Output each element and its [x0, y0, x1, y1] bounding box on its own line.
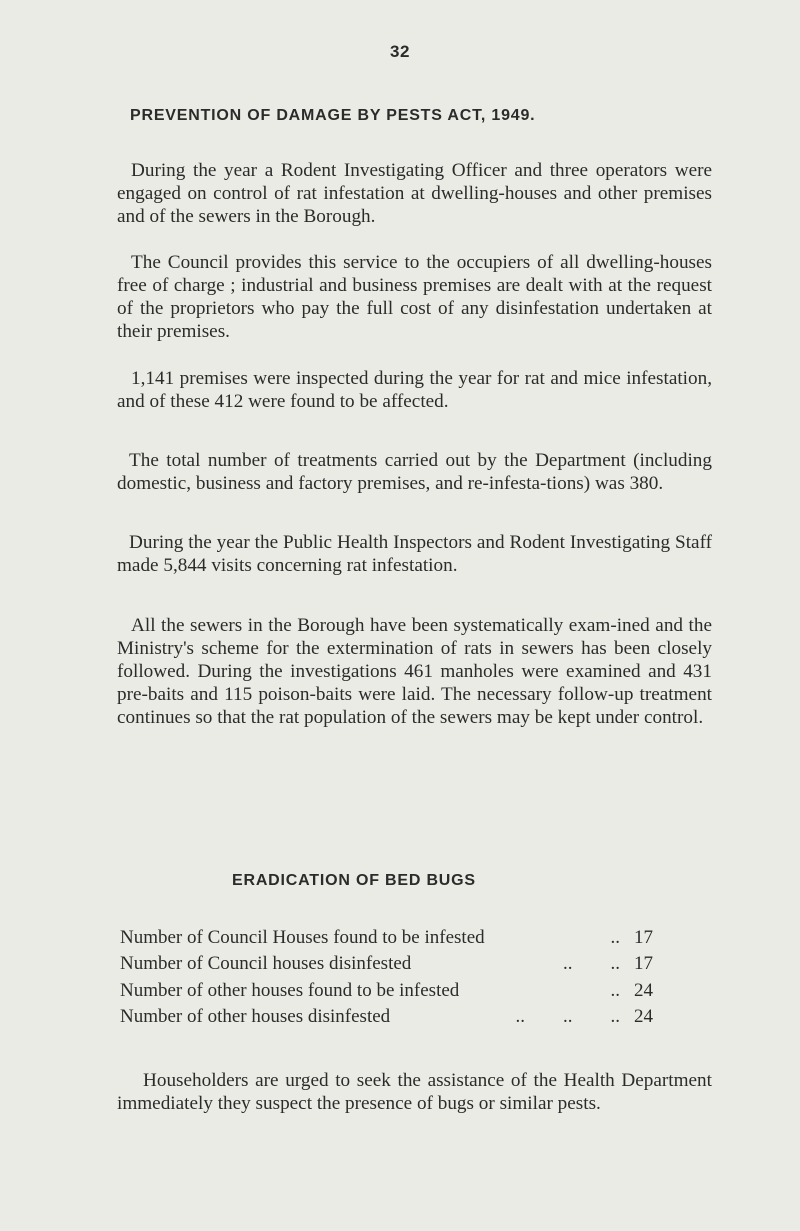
stat-value: 24 — [634, 979, 653, 1001]
paragraph-staffing: During the year a Rodent Investigating Officer and three operators were engaged on control of rat infestation at dwelling-houses and other premises and of the sewers in the Borough. — [117, 160, 712, 227]
stat-value: 24 — [634, 1005, 653, 1027]
section-heading-bed-bugs: ERADICATION OF BED BUGS — [232, 872, 476, 889]
stat-label: Number of other houses found to be infested — [120, 979, 460, 1001]
bed-bugs-statistics — [120, 925, 660, 1030]
paragraph-treatments: The total number of treatments carried out by the Department (including domestic, business and factory premises, and re-infesta-tions) was 380. — [117, 450, 712, 494]
stat-value: 17 — [634, 927, 653, 948]
stat-row — [120, 978, 660, 1004]
page-title: PREVENTION OF DAMAGE BY PESTS ACT, 1949. — [130, 107, 536, 124]
stat-row — [120, 1004, 660, 1030]
stat-label: Number of Council Houses found to be infested — [120, 927, 485, 948]
stat-row — [120, 951, 660, 977]
stat-value: 17 — [634, 953, 653, 975]
page-number: 32 — [390, 42, 410, 61]
paragraph-premises-inspected: 1,141 premises were inspected during the year for rat and mice infestation, and of these 412 were found to be affected. — [117, 368, 712, 412]
dot-leader: .. .. — [563, 953, 620, 975]
paragraph-service-provision: The Council provides this service to the occupiers of all dwelling-houses free of charge ; industrial and business premises are dealt with at the request of the proprietors who pay the full cost of any disinfestation undertaken at their premises. — [117, 252, 712, 342]
paragraph-householder-advice: Householders are urged to seek the assistance of the Health Department immediately they suspect the presence of bugs or similar pests. — [117, 1070, 712, 1114]
stat-label: Number of Council houses disinfested — [120, 953, 412, 975]
paragraph-sewers: All the sewers in the Borough have been systematically exam-ined and the Ministry's scheme for the extermination of rats in sewers has been closely followed. During the investigations 461 manholes were examined and 431 pre-baits and 115 poison-baits were laid. The necessary follow-up treatment continues so that the rat population of the sewers may be kept under control. — [117, 615, 712, 728]
paragraph-visits: During the year the Public Health Inspectors and Rodent Investigating Staff made 5,844 visits concerning rat infestation. — [117, 532, 712, 576]
stat-row — [120, 925, 660, 951]
dot-leader: .. .. .. — [515, 1005, 620, 1027]
stat-label: Number of other houses disinfested — [120, 1005, 391, 1027]
dot-leader: .. — [610, 927, 620, 948]
dot-leader: .. — [610, 979, 620, 1001]
